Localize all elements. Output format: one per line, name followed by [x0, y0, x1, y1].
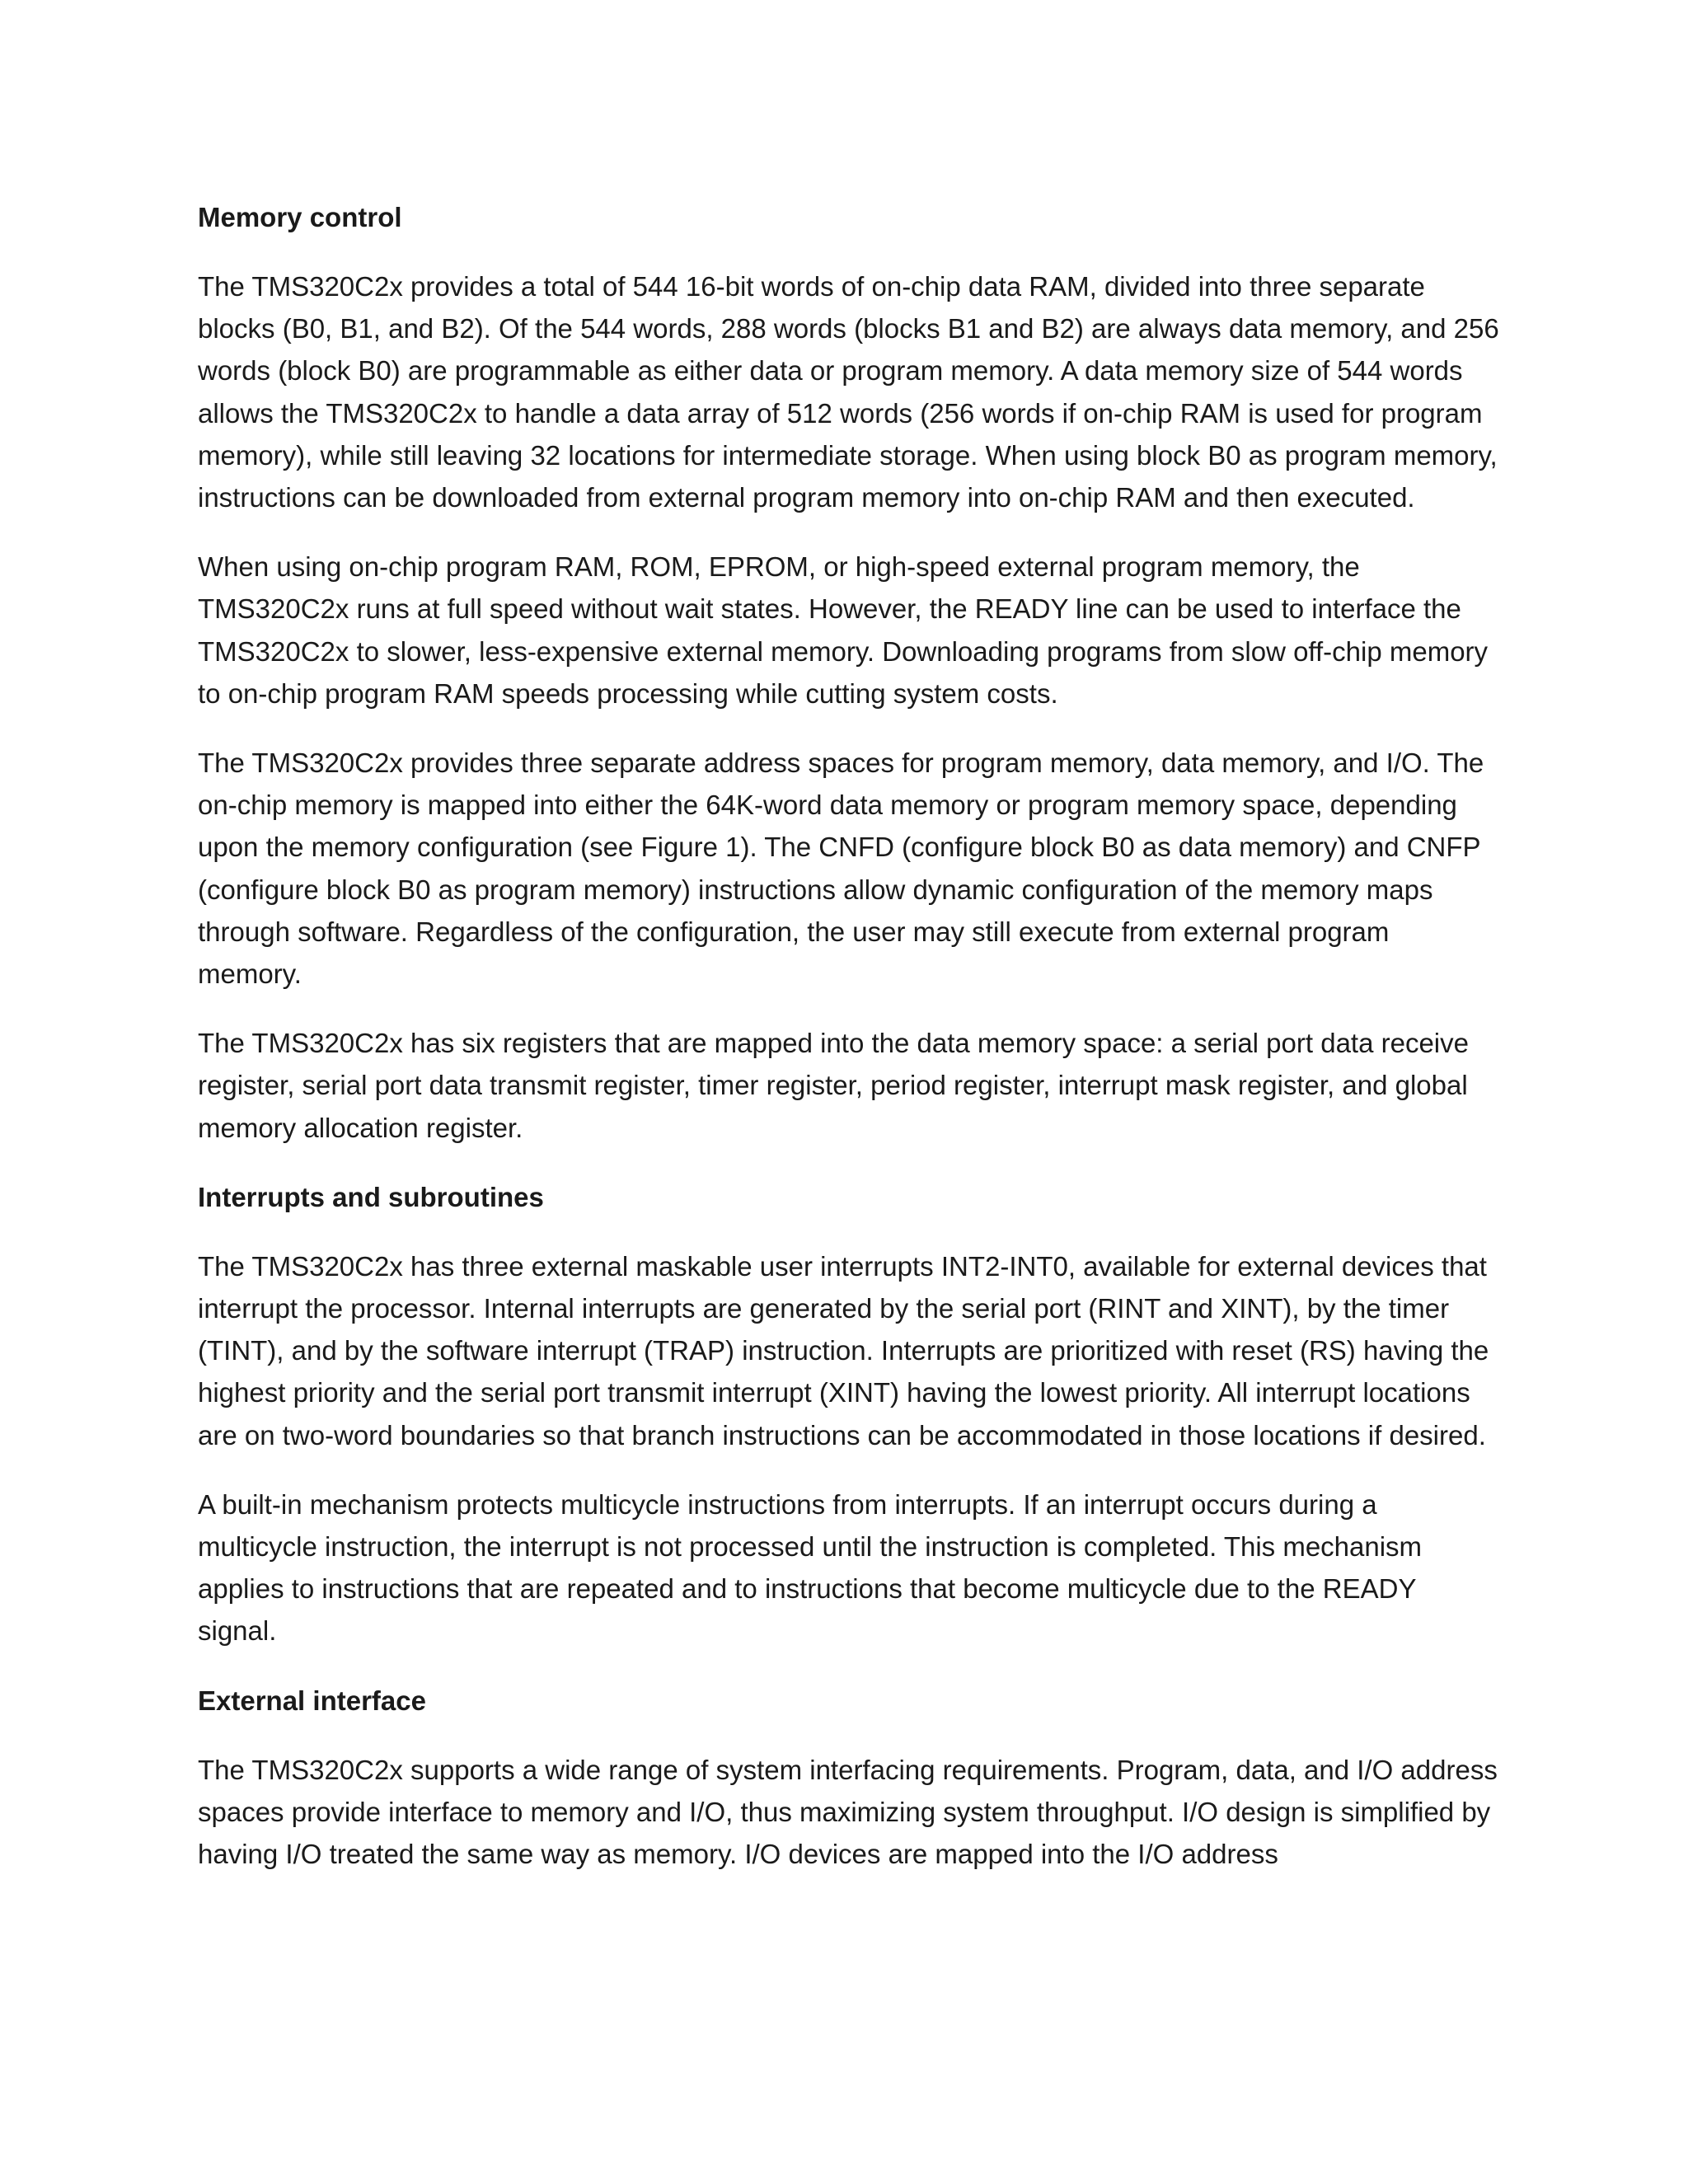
section-heading-memory-control: Memory control — [198, 202, 402, 232]
paragraph: When using on-chip program RAM, ROM, EPROM, or high-speed external program memory, the TMS320C2x runs at full speed without wait states. However, the READY line can be used to interface the TMS320C2x to slower, less-expensive external memory. Downloading programs from slow off-chip memory to on-chip program RAM speeds processing while cutting system costs. — [198, 551, 1489, 709]
paragraph: The TMS320C2x has six registers that are mapped into the data memory space: a serial port data receive register, serial port data transmit register, timer register, period register, interrupt mask register, and global memory allocation register. — [198, 1028, 1469, 1143]
section-heading-external-interface: External interface — [198, 1685, 426, 1716]
paragraph: The TMS320C2x has three external maskable user interrupts INT2-INT0, available for external devices that interrupt the processor. Internal interrupts are generated by the serial port (RINT and XINT), by the timer (TINT), and by the software interrupt (TRAP) instruction. Interrupts are prioritized with reset (RS) having the highest priority and the serial port transmit interrupt (XINT) having the lowest priority. All interrupt locations are on two-word boundaries so that branch instructions can be accommodated in those locations if desired. — [198, 1250, 1489, 1451]
section-heading-interrupts: Interrupts and subroutines — [198, 1181, 544, 1212]
document-page — [198, 196, 1500, 1902]
paragraph: A built-in mechanism protects multicycle instructions from interrupts. If an interrupt occurs during a multicycle instruction, the interrupt is not processed until the instruction is completed. This mechanism applies to instructions that are repeated and to instructions that become multicycle due to the READY signal. — [198, 1488, 1423, 1647]
paragraph: The TMS320C2x provides three separate address spaces for program memory, data memory, and I/O. The on-chip memory is mapped into either the 64K-word data memory or program memory space, depending upon the memory configuration (see Figure 1). The CNFD (configure block B0 as data memory) and CNFP (configure block B0 as program memory) instructions allow dynamic configuration of the memory maps through software. Regardless of the configuration, the user may still execute from external program memory. — [198, 748, 1484, 990]
paragraph: The TMS320C2x provides a total of 544 16-bit words of on-chip data RAM, divided into three separate blocks (B0, B1, and B2). Of the 544 words, 288 words (blocks B1 and B2) are always data memory, and 256 words (block B0) are programmable as either data or program memory. A data memory size of 544 words allows the TMS320C2x to handle a data array of 512 words (256 words if on-chip RAM is used for program memory), while still leaving 32 locations for intermediate storage. When using block B0 as program memory, instructions can be downloaded from external program memory into on-chip RAM and then executed. — [198, 271, 1499, 513]
paragraph: The TMS320C2x supports a wide range of system interfacing requirements. Program, data, and I/O address spaces provide interface to memory and I/O, thus maximizing system throughput. I/O design is simplified by having I/O treated the same way as memory. I/O devices are mapped into the I/O address — [198, 1754, 1498, 1870]
